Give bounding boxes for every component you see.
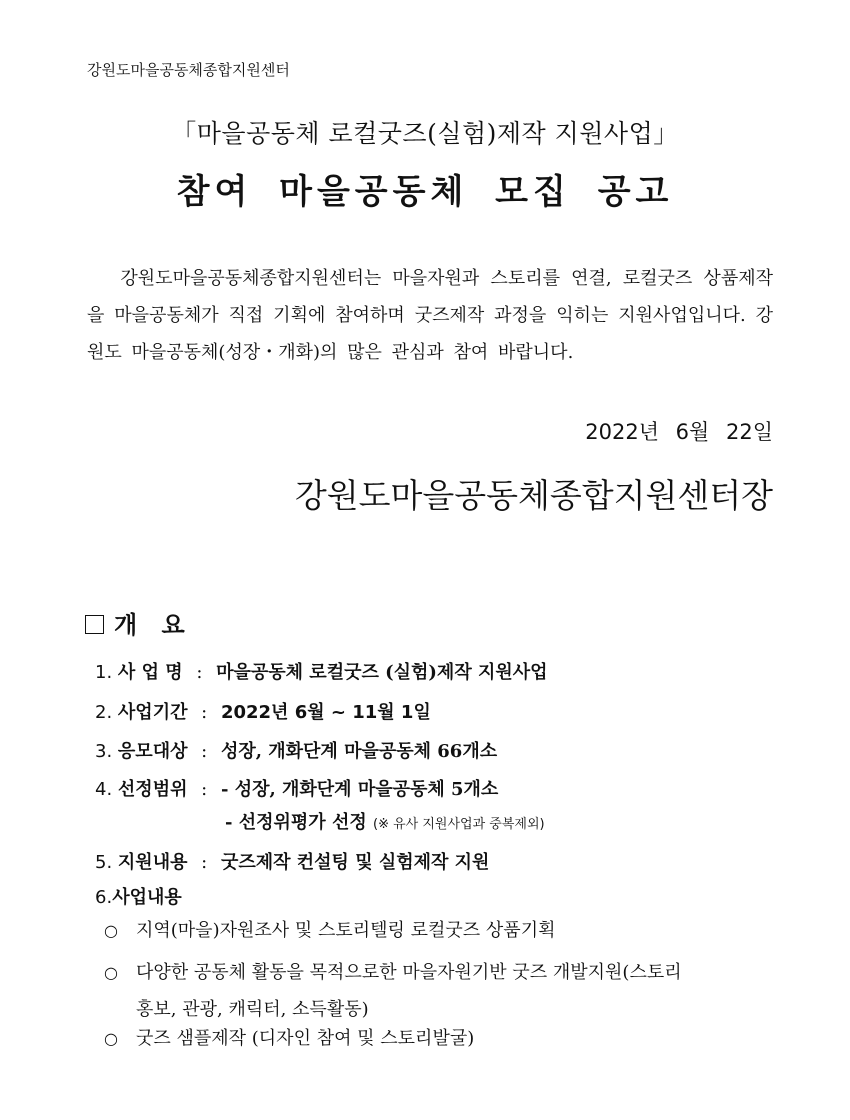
item-number: 1. [95,662,113,683]
announcement-date: 2022년 6월 22일 [585,420,773,444]
overview-item [95,698,431,724]
item-label: 선정범위 [117,779,188,800]
bullet-text: 다양한 공동체 활동을 목적으로한 마을자원기반 굿즈 개발지원(스토리 [136,962,682,983]
section-heading-overview [85,605,193,640]
item-label: 사업내용 [112,887,182,908]
content-bullet [104,954,784,1028]
item-number: 6. [95,887,113,908]
circle-bullet-icon: ○ [104,921,118,940]
title-program: 「마을공동체 로컬굿즈(실험)제작 지원사업」 [171,119,679,148]
overview-subitem [225,808,545,834]
intro-text: 강원도마을공동체종합지원센터는 마을자원과 스토리를 연결, 로컬굿즈 상품제작을 마을공동체가 직접 기획에 참여하며 굿즈제작 과정을 익히는 지원사업입니다. 강원도 마을공동체(성장・개화)의 많은 관심과 참여 바랍니다. [87,268,773,363]
signer: 강원도마을공동체종합지원센터장 [294,476,773,515]
item-label: 지원내용 [117,852,188,873]
bullet-text-continued: 홍보, 관광, 캐릭터, 소득활동) [136,999,369,1020]
content-bullet [104,912,784,949]
item-value: 마을공동체 로컬굿즈 (실험)제작 지원사업 [216,662,548,683]
item-number: 5. [95,852,113,873]
overview-item [95,848,489,874]
item-label: 사 업 명 [117,662,183,683]
overview-item [95,883,182,909]
item-value: - 성장, 개화단계 마을공동체 5개소 [220,779,499,800]
item-label: 응모대상 [117,741,188,762]
content-bullet [104,1020,784,1057]
item-separator: : [201,702,208,723]
bullet-text: 지역(마을)자원조사 및 스토리텔링 로컬굿즈 상품기획 [136,920,556,941]
item-value: 성장, 개화단계 마을공동체 66개소 [220,741,498,762]
item-separator: : [201,779,208,800]
overview-item [95,775,498,801]
header-organization: 강원도마을공동체종합지원센터 [87,61,290,79]
item-separator: : [196,662,203,683]
section-title: 개 요 [114,611,193,639]
intro-paragraph [87,260,773,371]
circle-bullet-icon: ○ [104,1029,118,1048]
bullet-text: 굿즈 샘플제작 (디자인 참여 및 스토리발굴) [136,1028,475,1049]
item-number: 4. [95,779,113,800]
item-value: 굿즈제작 컨설팅 및 실험제작 지원 [220,852,490,873]
subitem-note: (※ 유사 지원사업과 중복제외) [373,817,545,832]
overview-item [95,658,548,684]
circle-bullet-icon: ○ [104,963,118,982]
title-announcement: 참여 마을공동체 모집 공고 [176,172,674,212]
item-number: 2. [95,702,113,723]
item-number: 3. [95,741,113,762]
item-separator: : [201,852,208,873]
item-label: 사업기간 [117,702,188,723]
overview-item [95,737,497,763]
item-separator: : [201,741,208,762]
subitem-text: - 선정위평가 선정 [225,812,367,833]
item-value: 2022년 6월 ~ 11월 1일 [220,702,431,723]
checkbox-square-icon [85,615,104,634]
